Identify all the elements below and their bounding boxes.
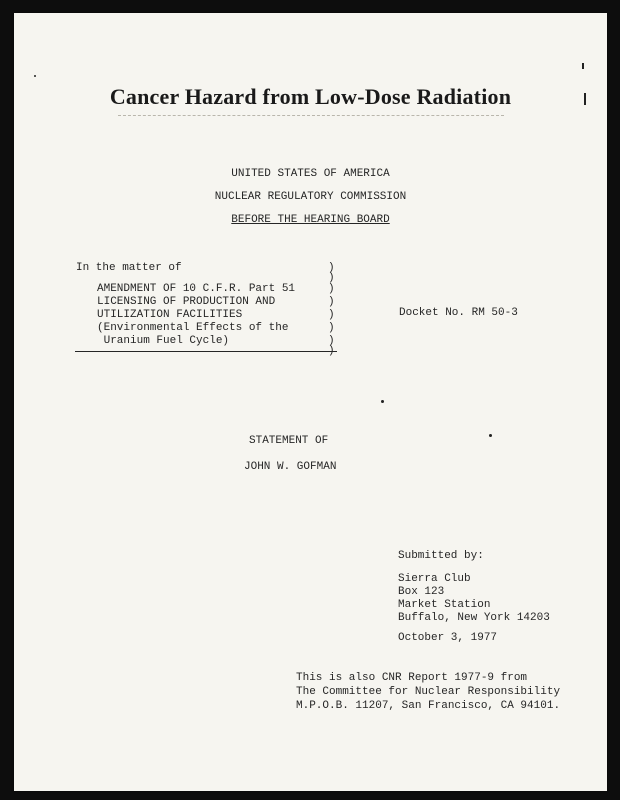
paren-mark: ): [328, 262, 335, 274]
title-rule: [118, 115, 504, 116]
docket-number: Docket No. RM 50-3: [399, 307, 518, 319]
matter-line: Uranium Fuel Cycle): [97, 335, 230, 347]
paren-mark: ): [328, 345, 335, 357]
paren-mark: ): [328, 272, 335, 284]
edge-mark: [584, 93, 586, 105]
paren-mark: ): [328, 335, 335, 347]
matter-rule: [75, 351, 337, 352]
submitter-org: Sierra Club: [398, 573, 471, 585]
submitted-label: Submitted by:: [398, 550, 484, 562]
matter-line: AMENDMENT OF 10 C.F.R. Part 51: [97, 283, 296, 295]
statement-name: JOHN W. GOFMAN: [244, 461, 337, 473]
matter-line: LICENSING OF PRODUCTION AND: [97, 296, 276, 308]
report-line: M.P.O.B. 11207, San Francisco, CA 94101.: [296, 700, 561, 712]
matter-line: UTILIZATION FACILITIES: [97, 309, 243, 321]
paper-speck: [381, 400, 384, 403]
submitter-box: Box 123: [398, 586, 445, 598]
matter-line: (Environmental Effects of the: [97, 322, 289, 334]
submitter-station: Market Station: [398, 599, 491, 611]
header-commission: NUCLEAR REGULATORY COMMISSION: [214, 191, 407, 203]
paren-mark: ): [328, 283, 335, 295]
matter-intro: In the matter of: [76, 262, 182, 274]
document-page: [14, 13, 607, 791]
paren-mark: ): [328, 322, 335, 334]
paper-speck: [489, 434, 492, 437]
submitter-city: Buffalo, New York 14203: [398, 612, 550, 624]
report-line: This is also CNR Report 1977-9 from: [296, 672, 528, 684]
header-country: UNITED STATES OF AMERICA: [231, 168, 390, 180]
header-board: BEFORE THE HEARING BOARD: [231, 214, 390, 226]
paper-speck: [34, 75, 36, 77]
edge-mark: [582, 63, 584, 69]
submission-date: October 3, 1977: [398, 632, 498, 644]
document-title: Cancer Hazard from Low-Dose Radiation: [109, 84, 512, 109]
report-line: The Committee for Nuclear Responsibility: [296, 686, 561, 698]
statement-label: STATEMENT OF: [249, 435, 329, 447]
paren-mark: ): [328, 309, 335, 321]
paren-mark: ): [328, 296, 335, 308]
